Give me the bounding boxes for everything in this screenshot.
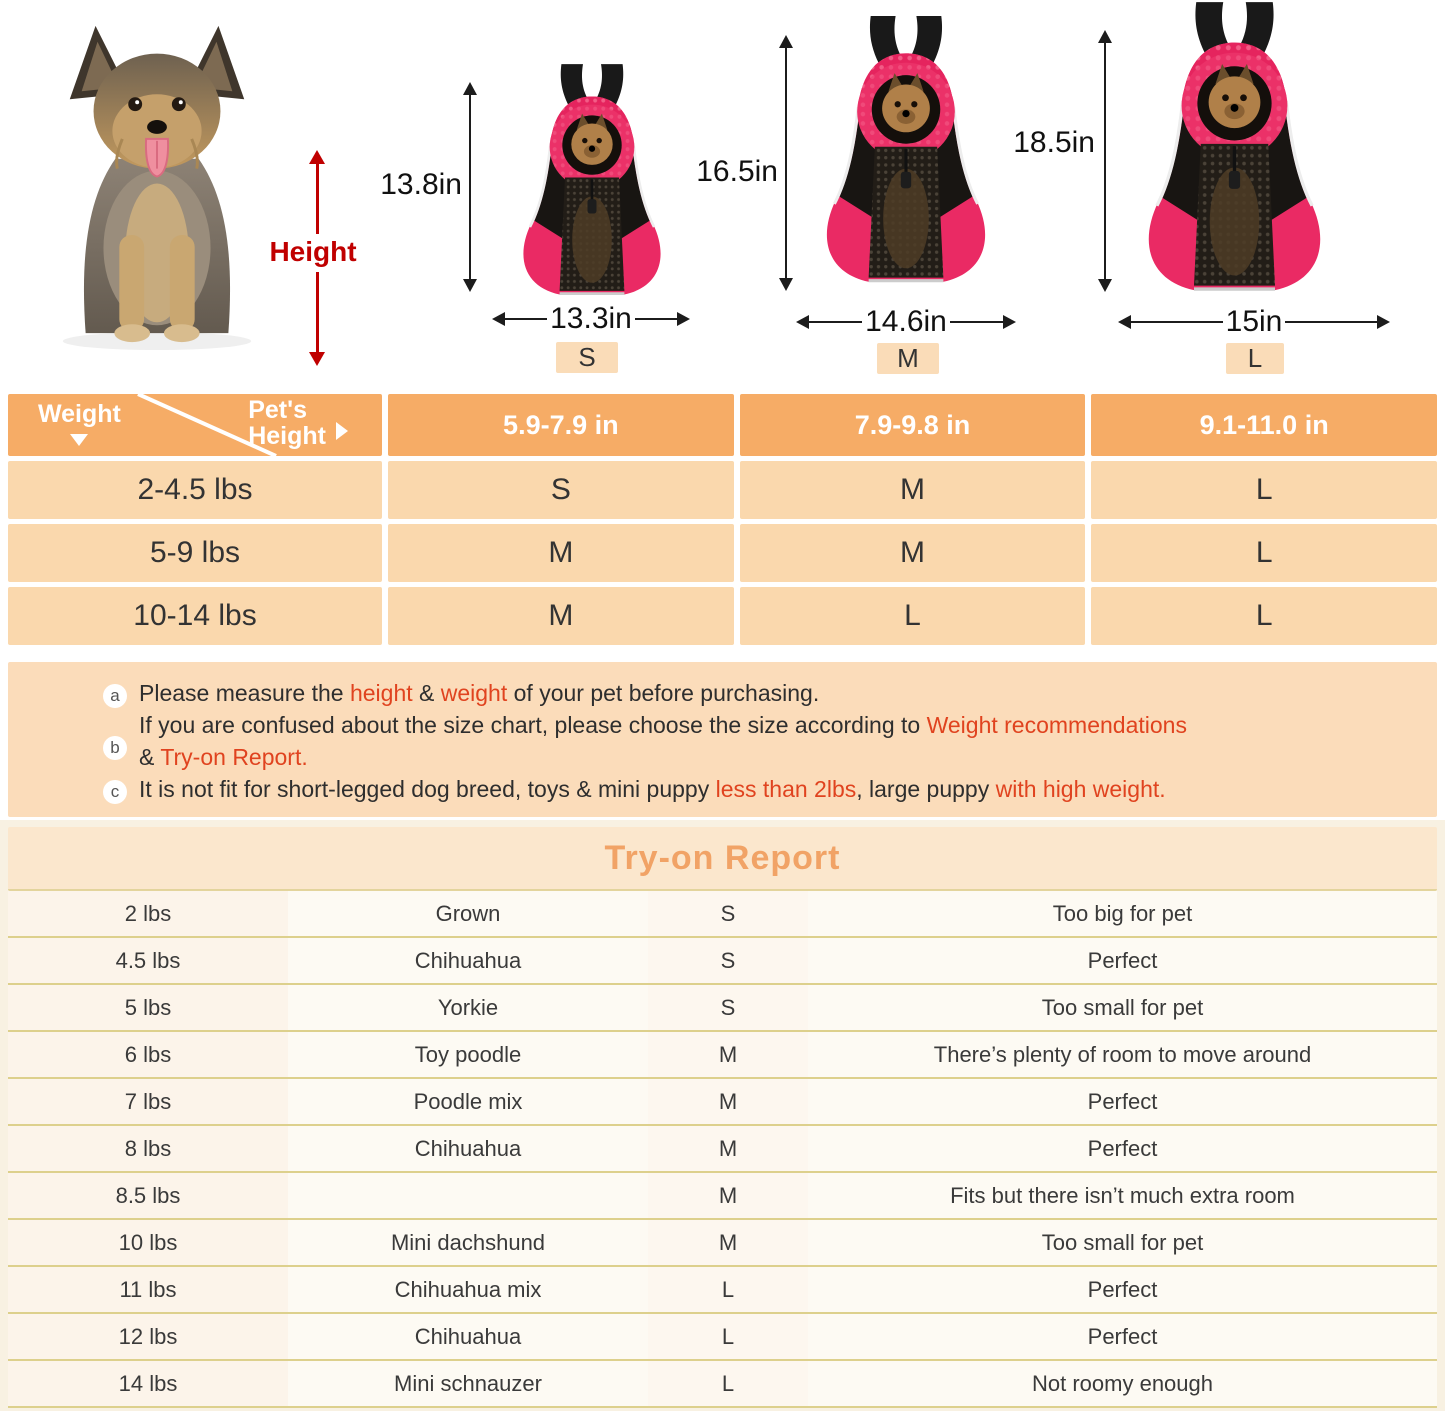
tryon-size: M <box>648 1173 808 1218</box>
row3-size-3: L <box>1091 587 1437 645</box>
bag-m-width-label: 14.6in <box>865 305 947 338</box>
pet-height-axis-line1: Pet's <box>248 396 307 424</box>
tryon-size: M <box>648 1220 808 1265</box>
row3-weight: 10-14 lbs <box>8 587 382 645</box>
tryon-breed: Poodle mix <box>413 1088 523 1114</box>
backpack-l-image <box>1122 2 1347 297</box>
tryon-breed: Chihuahua mix <box>394 1276 542 1302</box>
tryon-size: S <box>648 985 808 1030</box>
col-header-3: 9.1-11.0 in <box>1091 394 1437 456</box>
row1-weight: 2-4.5 lbs <box>8 461 382 519</box>
tryon-row <box>8 985 1437 1032</box>
note-a-text: Please measure the height & weight of your pet before purchasing. <box>139 680 820 706</box>
weight-axis-label: Weight <box>38 400 121 428</box>
bag-m-width-arrow <box>796 305 1016 339</box>
tryon-report-banner <box>8 827 1437 891</box>
col-header-1: 5.9-7.9 in <box>388 394 734 456</box>
tryon-comment: Perfect <box>1087 1088 1158 1114</box>
tryon-comment: Perfect <box>1087 1323 1158 1349</box>
bag-l-width-label: 15in <box>1225 305 1283 338</box>
bag-l-width-arrow <box>1118 305 1390 339</box>
tryon-size: S <box>648 938 808 983</box>
col-header-2: 7.9-9.8 in <box>740 394 1086 456</box>
row2-size-3: L <box>1091 524 1437 582</box>
purchase-notes-box <box>8 662 1437 817</box>
tryon-size: L <box>648 1267 808 1312</box>
arrow-down-icon <box>309 352 325 366</box>
pet-height-axis-line2: Height <box>248 422 326 451</box>
tryon-report-table <box>8 891 1437 1408</box>
tryon-comment: Perfect <box>1087 1276 1158 1302</box>
row1-size-3: L <box>1091 461 1437 519</box>
note-c-text: It is not fit for short-legged dog breed, toys & mini puppy less than 2lbs, large puppy with high weight. <box>139 776 1166 802</box>
note-b-text-line1: If you are confused about the size chart, please choose the size according to Weight recommendations <box>139 712 1187 738</box>
tryon-size: L <box>648 1314 808 1359</box>
row1-size-1: S <box>388 461 734 519</box>
tryon-size: M <box>648 1126 808 1171</box>
tryon-comment: Perfect <box>1087 947 1158 973</box>
size-badge-s: S <box>556 342 618 373</box>
tryon-breed: Yorkie <box>437 994 499 1020</box>
backpack-s-image <box>502 64 682 300</box>
tryon-row <box>8 1314 1437 1361</box>
tryon-breed: Toy poodle <box>414 1041 522 1067</box>
tryon-size: S <box>648 891 808 936</box>
bag-l-height-arrow <box>1097 30 1113 292</box>
backpack-m-image <box>802 16 1010 288</box>
size-badge-m: M <box>877 343 939 374</box>
bag-s-height-arrow <box>462 82 478 292</box>
tryon-row <box>8 938 1437 985</box>
tryon-row <box>8 1126 1437 1173</box>
pet-height-label: Height <box>269 236 357 267</box>
note-b-text-line2: & Try-on Report. <box>139 744 308 770</box>
bag-l-height-label: 18.5in <box>1013 126 1095 159</box>
tryon-row <box>8 1079 1437 1126</box>
bag-m-height-label: 16.5in <box>696 155 778 188</box>
tryon-comment: Not roomy enough <box>1032 1370 1213 1396</box>
tryon-weight: 6 lbs <box>8 1032 288 1077</box>
tryon-weight: 2 lbs <box>8 891 288 936</box>
row1-size-2: M <box>740 461 1086 519</box>
row3-size-1: M <box>388 587 734 645</box>
row3-size-2: L <box>740 587 1086 645</box>
tryon-comment: Fits but there isn’t much extra room <box>950 1182 1295 1208</box>
tryon-weight: 7 lbs <box>8 1079 288 1124</box>
tryon-breed: Chihuahua <box>414 1323 522 1349</box>
row2-size-2: M <box>740 524 1086 582</box>
tryon-comment: Perfect <box>1087 1135 1158 1161</box>
tryon-weight: 4.5 lbs <box>8 938 288 983</box>
pet-height-axis-right-triangle-icon <box>336 422 348 440</box>
tryon-size: M <box>648 1079 808 1124</box>
tryon-weight: 11 lbs <box>8 1267 288 1312</box>
bag-s-height-label: 13.8in <box>380 168 462 201</box>
tryon-weight: 8 lbs <box>8 1126 288 1171</box>
tryon-size: M <box>648 1032 808 1077</box>
pet-height-arrow-upper <box>309 150 325 234</box>
tryon-breed: Chihuahua <box>414 947 522 973</box>
note-b-badge: b <box>103 736 127 760</box>
row2-size-1: M <box>388 524 734 582</box>
tryon-size: L <box>648 1361 808 1406</box>
bag-s-width-label: 13.3in <box>550 302 632 335</box>
pet-height-axis-label <box>248 397 326 450</box>
arrow-up-icon <box>309 150 325 164</box>
tryon-comment: Too small for pet <box>1041 994 1204 1020</box>
yorkie-dog-photo <box>38 12 276 354</box>
size-recommendation-table <box>8 394 1437 645</box>
tryon-row <box>8 1032 1437 1079</box>
tryon-breed: Mini schnauzer <box>394 1370 542 1396</box>
note-c-badge: c <box>103 780 127 804</box>
weight-axis-down-triangle-icon <box>70 434 88 446</box>
bag-s-width-arrow <box>492 302 690 336</box>
tryon-comment: Too big for pet <box>1052 900 1193 926</box>
tryon-report-title: Try-on Report <box>604 838 841 877</box>
tryon-row <box>8 1173 1437 1220</box>
tryon-weight: 10 lbs <box>8 1220 288 1265</box>
tryon-comment: Too small for pet <box>1041 1229 1204 1255</box>
tryon-breed <box>288 1173 648 1218</box>
tryon-weight: 8.5 lbs <box>8 1173 288 1218</box>
pet-height-arrow-lower <box>309 272 325 366</box>
tryon-breed: Grown <box>435 900 501 926</box>
tryon-weight: 14 lbs <box>8 1361 288 1406</box>
tryon-row <box>8 1361 1437 1408</box>
tryon-row <box>8 1267 1437 1314</box>
note-a-badge: a <box>103 684 127 708</box>
tryon-row <box>8 891 1437 938</box>
tryon-weight: 5 lbs <box>8 985 288 1030</box>
tryon-weight: 12 lbs <box>8 1314 288 1359</box>
tryon-breed: Chihuahua <box>414 1135 522 1161</box>
row2-weight: 5-9 lbs <box>8 524 382 582</box>
tryon-breed: Mini dachshund <box>390 1229 546 1255</box>
bag-m-height-arrow <box>778 35 794 291</box>
size-badge-l: L <box>1226 343 1284 374</box>
tryon-comment: There’s plenty of room to move around <box>933 1041 1312 1067</box>
size-table-corner-cell <box>8 394 382 456</box>
tryon-row <box>8 1220 1437 1267</box>
hero-size-diagram <box>0 0 1445 392</box>
